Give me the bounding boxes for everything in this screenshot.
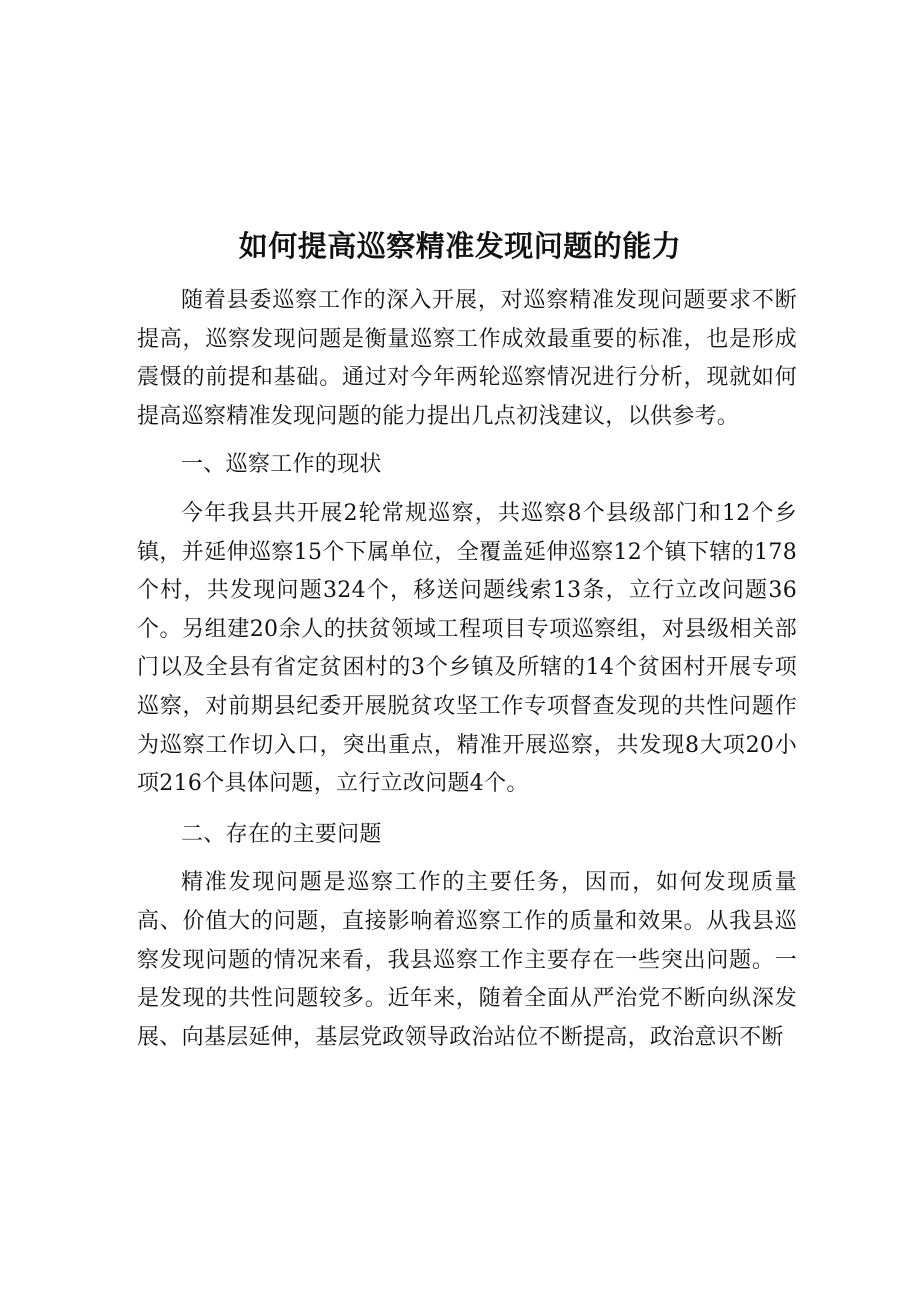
section-1-heading: 一、巡察工作的现状 — [181, 452, 382, 478]
document-body — [137, 282, 797, 1057]
section-2-heading: 二、存在的主要问题 — [181, 821, 382, 847]
intro-paragraph: 随着县委巡察工作的深入开展，对巡察精准发现问题要求不断提高，巡察发现问题是衡量巡察工作成效最重要的标准，也是形成震慑的前提和基础。通过对今年两轮巡察情况进行分析，现就如何提高巡察精准发现问题的能力提出几点初浅建议，以供参考。 — [137, 288, 797, 429]
section-2-paragraph: 精准发现问题是巡察工作的主要任务，因而，如何发现质量高、价值大的问题，直接影响着巡察工作的质量和效果。从我县巡察发现问题的情况来看，我县巡察工作主要存在一些突出问题。一是发现的共性问题较多。近年来，随着全面从严治党不断向纵深发展、向基层延伸，基层党政领导政治站位不断提高，政治意识不断 — [137, 870, 797, 1050]
section-1-paragraph: 今年我县共开展2轮常规巡察，共巡察8个县级部门和12个乡镇，并延伸巡察15个下属单位，全覆盖延伸巡察12个镇下辖的178个村，共发现问题324个，移送问题线索13条，立行立改问题36个。另组建20余人的扶贫领域工程项目专项巡察组，对县级相关部门以及全县有省定贫困村的3个乡镇及所辖的14个贫困村开展专项巡察，对前期县纪委开展脱贫攻坚工作专项督查发现的共性问题作为巡察工作切入口，突出重点，精准开展巡察，共发现8大项20小项216个具体问题，立行立改问题4个。 — [137, 500, 797, 797]
document-title: 如何提高巡察精准发现问题的能力 — [238, 229, 682, 263]
